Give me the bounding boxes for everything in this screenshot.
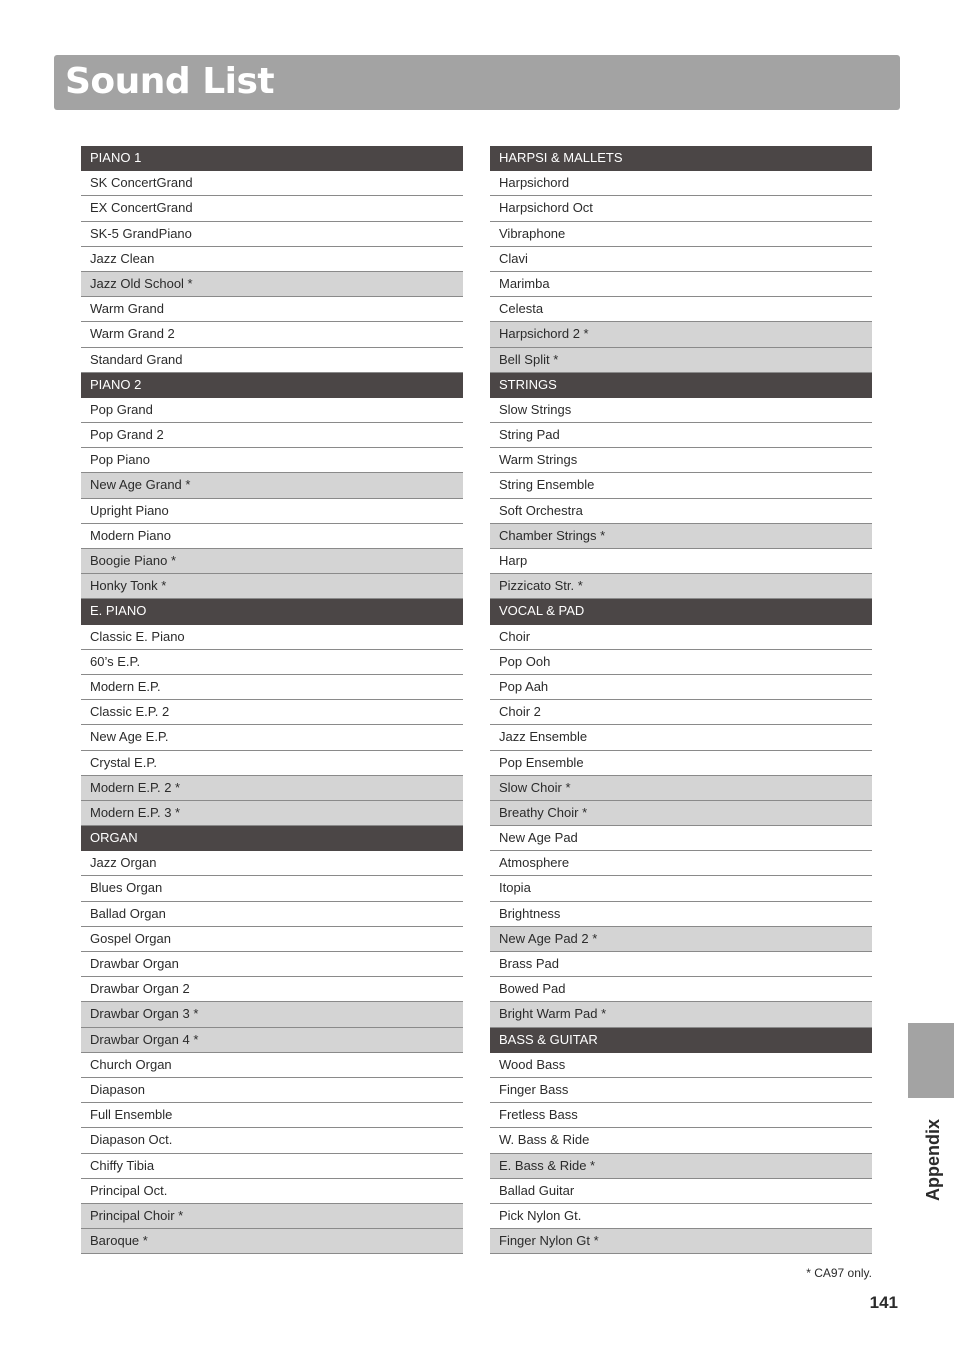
sound-item: Bowed Pad: [490, 977, 872, 1002]
sound-item: Pop Grand: [81, 398, 463, 423]
sound-item: Harpsichord: [490, 171, 872, 196]
sound-item: E. Bass & Ride *: [490, 1154, 872, 1179]
sound-item: Warm Grand: [81, 297, 463, 322]
sound-item: Jazz Clean: [81, 247, 463, 272]
sound-item: New Age Pad 2 *: [490, 927, 872, 952]
sound-item: Pop Aah: [490, 675, 872, 700]
category-header: PIANO 2: [81, 373, 463, 398]
sound-item: Jazz Old School *: [81, 272, 463, 297]
sound-item: Boogie Piano *: [81, 549, 463, 574]
sound-item: Pick Nylon Gt.: [490, 1204, 872, 1229]
sound-item: Clavi: [490, 247, 872, 272]
sound-item: Celesta: [490, 297, 872, 322]
sound-item: Pop Ensemble: [490, 751, 872, 776]
sound-item: Drawbar Organ 4 *: [81, 1028, 463, 1053]
sound-item: Drawbar Organ: [81, 952, 463, 977]
sound-item: Finger Nylon Gt *: [490, 1229, 872, 1254]
sound-item: Choir: [490, 625, 872, 650]
page-title: Sound List: [65, 61, 275, 102]
sound-item: Jazz Organ: [81, 851, 463, 876]
sound-item: SK-5 GrandPiano: [81, 222, 463, 247]
sound-item: Warm Grand 2: [81, 322, 463, 347]
sound-item: Blues Organ: [81, 876, 463, 901]
category-header: STRINGS: [490, 373, 872, 398]
category-header: ORGAN: [81, 826, 463, 851]
sound-item: Brass Pad: [490, 952, 872, 977]
sound-item: Full Ensemble: [81, 1103, 463, 1128]
sound-item: Baroque *: [81, 1229, 463, 1254]
sound-item: Fretless Bass: [490, 1103, 872, 1128]
sound-item: Church Organ: [81, 1053, 463, 1078]
sound-item: Honky Tonk *: [81, 574, 463, 599]
sound-item: Upright Piano: [81, 499, 463, 524]
category-header: BASS & GUITAR: [490, 1028, 872, 1053]
sound-item: Bright Warm Pad *: [490, 1002, 872, 1027]
sound-item: Choir 2: [490, 700, 872, 725]
sound-item: Modern E.P. 2 *: [81, 776, 463, 801]
sound-item: Crystal E.P.: [81, 751, 463, 776]
sound-item: Vibraphone: [490, 222, 872, 247]
sound-item: Slow Strings: [490, 398, 872, 423]
sound-item: Diapason Oct.: [81, 1128, 463, 1153]
sound-item: Modern Piano: [81, 524, 463, 549]
sound-item: Pop Ooh: [490, 650, 872, 675]
sound-item: Finger Bass: [490, 1078, 872, 1103]
sound-item: Soft Orchestra: [490, 499, 872, 524]
sound-item: New Age E.P.: [81, 725, 463, 750]
category-header: E. PIANO: [81, 599, 463, 624]
sound-item: Harp: [490, 549, 872, 574]
sound-item: Modern E.P.: [81, 675, 463, 700]
sound-item: Brightness: [490, 902, 872, 927]
sound-item: Drawbar Organ 3 *: [81, 1002, 463, 1027]
sound-item: Ballad Guitar: [490, 1179, 872, 1204]
sound-item: Chamber Strings *: [490, 524, 872, 549]
sound-list-left-column: [81, 146, 463, 1254]
sound-item: Itopia: [490, 876, 872, 901]
sound-item: Classic E.P. 2: [81, 700, 463, 725]
footnote: * CA97 only.: [806, 1266, 872, 1280]
sound-item: Modern E.P. 3 *: [81, 801, 463, 826]
sound-item: Drawbar Organ 2: [81, 977, 463, 1002]
side-tab: [908, 1023, 954, 1098]
side-tab-label: Appendix: [923, 1119, 943, 1202]
sound-item: Wood Bass: [490, 1053, 872, 1078]
sound-item: Pizzicato Str. *: [490, 574, 872, 599]
sound-item: Principal Choir *: [81, 1204, 463, 1229]
sound-item: Gospel Organ: [81, 927, 463, 952]
sound-item: EX ConcertGrand: [81, 196, 463, 221]
sound-item: Breathy Choir *: [490, 801, 872, 826]
category-header: VOCAL & PAD: [490, 599, 872, 624]
category-header: HARPSI & MALLETS: [490, 146, 872, 171]
title-bar: [54, 55, 900, 110]
sound-item: Classic E. Piano: [81, 625, 463, 650]
sound-item: Atmosphere: [490, 851, 872, 876]
sound-item: Diapason: [81, 1078, 463, 1103]
sound-item: Jazz Ensemble: [490, 725, 872, 750]
sound-item: Pop Piano: [81, 448, 463, 473]
sound-list-right-column: [490, 146, 872, 1254]
sound-item: String Ensemble: [490, 473, 872, 498]
sound-item: Ballad Organ: [81, 902, 463, 927]
sound-item: Principal Oct.: [81, 1179, 463, 1204]
page-number: 141: [869, 1293, 898, 1312]
sound-item: New Age Grand *: [81, 473, 463, 498]
sound-item: Bell Split *: [490, 348, 872, 373]
sound-item: Harpsichord Oct: [490, 196, 872, 221]
sound-item: String Pad: [490, 423, 872, 448]
sound-item: Standard Grand: [81, 348, 463, 373]
sound-item: 60’s E.P.: [81, 650, 463, 675]
sound-item: New Age Pad: [490, 826, 872, 851]
sound-item: SK ConcertGrand: [81, 171, 463, 196]
sound-item: Warm Strings: [490, 448, 872, 473]
sound-item: Pop Grand 2: [81, 423, 463, 448]
sound-item: Marimba: [490, 272, 872, 297]
sound-item: Harpsichord 2 *: [490, 322, 872, 347]
category-header: PIANO 1: [81, 146, 463, 171]
sound-item: W. Bass & Ride: [490, 1128, 872, 1153]
sound-item: Chiffy Tibia: [81, 1154, 463, 1179]
sound-item: Slow Choir *: [490, 776, 872, 801]
